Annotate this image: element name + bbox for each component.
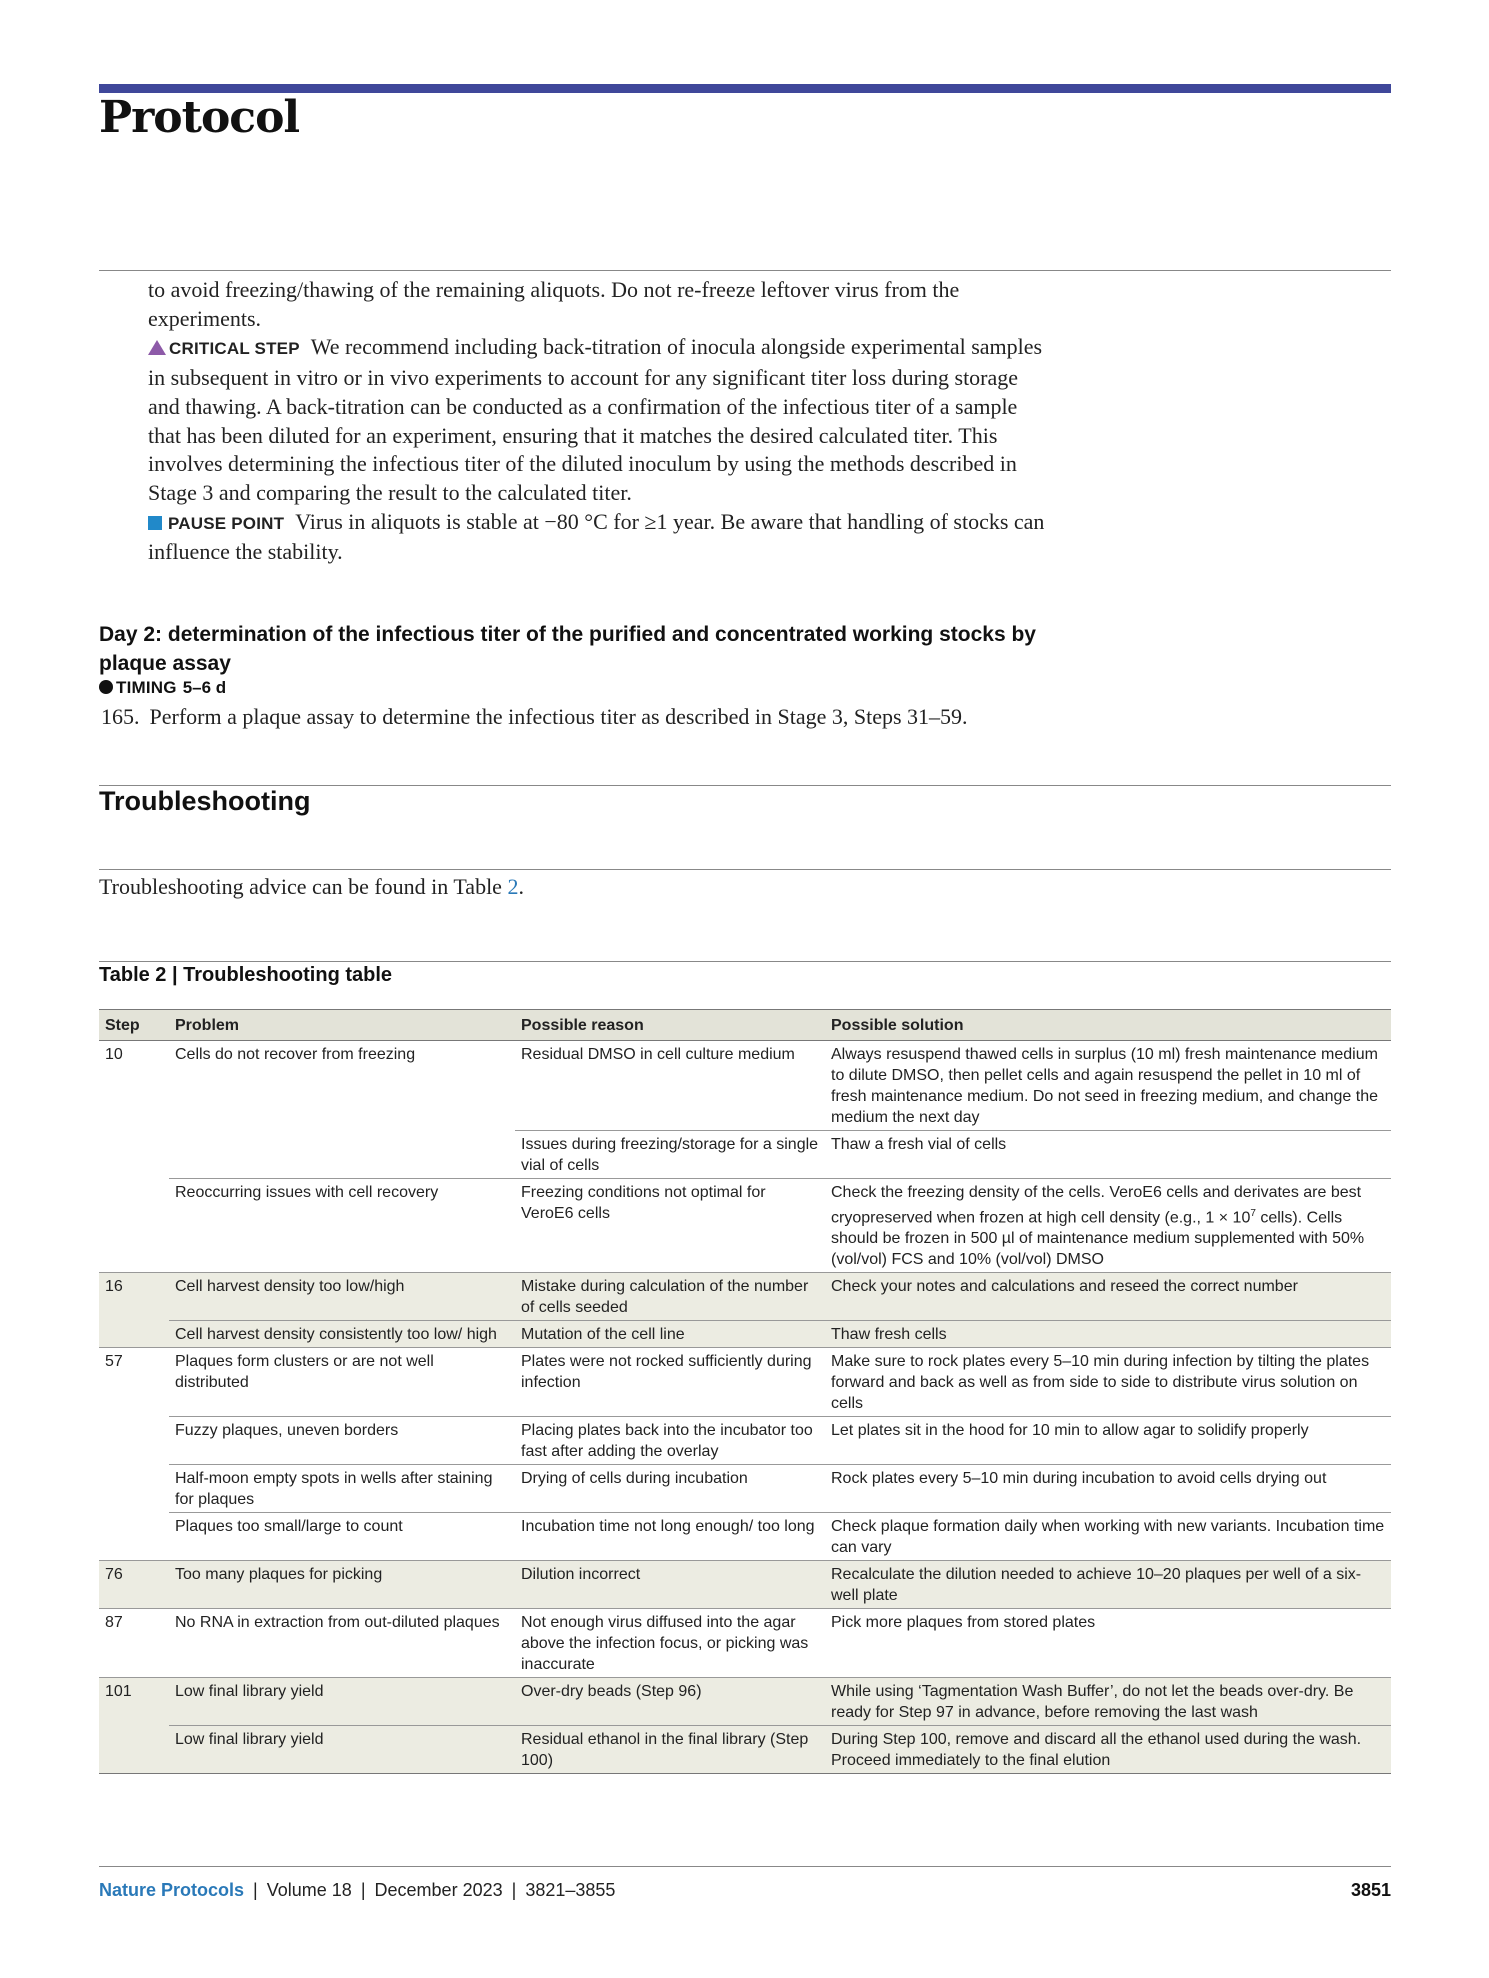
cell-step	[99, 1321, 169, 1348]
table-row	[99, 1348, 1391, 1417]
pause-point-text: Virus in aliquots is stable at −80 °C for ≥1 year. Be aware that handling of stocks can influence the stability.	[148, 508, 1045, 565]
cell-problem: Half-moon empty spots in wells after staining for plaques	[169, 1465, 515, 1513]
cell-step: 76	[99, 1561, 169, 1609]
cell-problem: No RNA in extraction from out-diluted plaques	[169, 1609, 515, 1678]
table-row	[99, 1179, 1391, 1273]
cell-solution: Thaw fresh cells	[825, 1321, 1391, 1348]
solution-text-pre: Check the freezing density of the cells. VeroE6 cells and derivates are best cryopreserved when frozen at high cell density (e.g., 1 × 10	[831, 1184, 1362, 1227]
table-row	[99, 1513, 1391, 1561]
table-row	[99, 1465, 1391, 1513]
table-title: Table 2 | Troubleshooting table	[99, 964, 393, 986]
separator: |	[253, 1880, 258, 1900]
cell-reason: Incubation time not long enough/ too long	[515, 1513, 825, 1561]
cell-reason: Freezing conditions not optimal for VeroE6 cells	[515, 1179, 825, 1273]
cell-reason: Residual DMSO in cell culture medium	[515, 1041, 825, 1131]
critical-step-note	[148, 333, 1048, 507]
cell-solution: Rock plates every 5–10 min during incubation to avoid cells drying out	[825, 1465, 1391, 1513]
cell-reason: Drying of cells during incubation	[515, 1465, 825, 1513]
cell-reason: Issues during freezing/storage for a single vial of cells	[515, 1131, 825, 1179]
cell-problem: Too many plaques for picking	[169, 1561, 515, 1609]
cell-step: 87	[99, 1609, 169, 1678]
footer-citation	[99, 1880, 615, 1901]
cell-problem	[169, 1131, 515, 1179]
journal-name[interactable]: Nature Protocols	[99, 1880, 245, 1900]
cell-step	[99, 1726, 169, 1774]
step-text: Perform a plaque assay to determine the infectious titer as described in Stage 3, Steps 31–59.	[149, 704, 968, 729]
cell-step: 57	[99, 1348, 169, 1417]
timing-value: 5–6 d	[182, 678, 227, 697]
cell-solution: Always resuspend thawed cells in surplus (10 ml) fresh maintenance medium to dilute DMSO, then pellet cells and again resuspend the pellet in 10 ml of fresh maintenance medium. Do not seed in freezing medium, and change the medium the next day	[825, 1041, 1391, 1131]
advice-text: Troubleshooting advice can be found in Table	[99, 874, 502, 899]
timing-label: TIMING	[116, 678, 177, 697]
cell-problem: Low final library yield	[169, 1678, 515, 1726]
table-row	[99, 1131, 1391, 1179]
cell-solution: Make sure to rock plates every 5–10 min during infection by tilting the plates forward and back as well as from side to side to distribute virus solution on cells	[825, 1348, 1391, 1417]
table-row	[99, 1273, 1391, 1321]
table-row	[99, 1561, 1391, 1609]
step-number: 165.	[101, 704, 140, 729]
step-165	[101, 704, 968, 730]
volume: Volume 18	[266, 1880, 352, 1900]
cell-solution: Recalculate the dilution needed to achieve 10–20 plaques per well of a six-well plate	[825, 1561, 1391, 1609]
cell-problem: Low final library yield	[169, 1726, 515, 1774]
cell-step: 101	[99, 1678, 169, 1726]
cell-solution: Pick more plaques from stored plates	[825, 1609, 1391, 1678]
timing-row	[99, 678, 226, 698]
cell-reason: Over-dry beads (Step 96)	[515, 1678, 825, 1726]
footer-rule	[99, 1866, 1391, 1867]
cell-problem: Plaques form clusters or are not well distributed	[169, 1348, 515, 1417]
cell-reason: Plates were not rocked sufficiently during infection	[515, 1348, 825, 1417]
critical-step-label: CRITICAL STEP	[169, 339, 300, 359]
cell-step	[99, 1513, 169, 1561]
page-range: 3821–3855	[525, 1880, 616, 1900]
timing-dot-icon	[99, 680, 113, 694]
header-solution: Possible solution	[825, 1010, 1391, 1041]
troubleshooting-heading: Troubleshooting	[99, 786, 311, 816]
cell-reason: Not enough virus diffused into the agar above the infection focus, or picking was inaccurate	[515, 1609, 825, 1678]
solution-text-post: cells). Cells should be frozen in 500 µl of maintenance medium supplemented with 50% (vol/vol) FCS and 10% (vol/vol) DMSO	[831, 1209, 1365, 1269]
cell-solution	[825, 1179, 1391, 1273]
continuation-text: to avoid freezing/thawing of the remaining aliquots. Do not re-freeze leftover virus from the experiments.	[148, 277, 960, 331]
cell-problem: Plaques too small/large to count	[169, 1513, 515, 1561]
pause-square-icon	[148, 516, 162, 530]
cell-solution: Check plaque formation daily when working with new variants. Incubation time can vary	[825, 1513, 1391, 1561]
pause-point-note	[148, 508, 1048, 567]
cell-reason: Residual ethanol in the final library (Step 100)	[515, 1726, 825, 1774]
cell-reason: Mistake during calculation of the number of cells seeded	[515, 1273, 825, 1321]
cell-problem: Cell harvest density too low/high	[169, 1273, 515, 1321]
cell-solution: While using ‘Tagmentation Wash Buffer’, do not let the beads over-dry. Be ready for Step 97 in advance, before removing the last wash	[825, 1678, 1391, 1726]
table-row	[99, 1726, 1391, 1774]
cell-step: 10	[99, 1041, 169, 1131]
cell-reason: Mutation of the cell line	[515, 1321, 825, 1348]
troubleshooting-table	[99, 1009, 1391, 1774]
table-row	[99, 1609, 1391, 1678]
cell-step	[99, 1179, 169, 1273]
cell-step	[99, 1465, 169, 1513]
page-header-title: Protocol	[99, 92, 300, 143]
cell-reason: Placing plates back into the incubator too fast after adding the overlay	[515, 1417, 825, 1465]
step-continuation	[148, 276, 1048, 567]
advice-end: .	[518, 874, 524, 899]
table-row	[99, 1678, 1391, 1726]
critical-step-text: We recommend including back-titration of inocula alongside experimental samples in subsequent in vitro or in vivo experiments to account for any significant titer loss during storage and thawing. A back-titration can be conducted as a confirmation of the infectious titer of a sample that has been diluted for an experiment, ensuring that it matches the desired calculated titer. This involves determining the infectious titer of the diluted inoculum by using the methods described in Stage 3 and comparing the result to the calculated titer.	[148, 334, 1043, 505]
page-number: 3851	[1350, 1880, 1391, 1900]
solution-superscript: 7	[1250, 1208, 1256, 1219]
table-row	[99, 1041, 1391, 1131]
table-row	[99, 1417, 1391, 1465]
issue-date: December 2023	[374, 1880, 503, 1900]
cell-step	[99, 1131, 169, 1179]
cell-problem: Cells do not recover from freezing	[169, 1041, 515, 1131]
cell-problem: Fuzzy plaques, uneven borders	[169, 1417, 515, 1465]
section-rule	[99, 961, 1391, 962]
cell-solution: Let plates sit in the hood for 10 min to allow agar to solidify properly	[825, 1417, 1391, 1465]
cell-step	[99, 1417, 169, 1465]
table-header-row	[99, 1010, 1391, 1041]
day2-heading: Day 2: determination of the infectious titer of the purified and concentrated working stocks by plaque assay	[99, 623, 1036, 675]
cell-solution: Thaw a fresh vial of cells	[825, 1131, 1391, 1179]
table-link[interactable]: 2	[507, 874, 519, 899]
separator: |	[360, 1880, 366, 1900]
section-rule	[99, 270, 1391, 271]
section-rule	[99, 869, 1391, 870]
table-row	[99, 1321, 1391, 1348]
cell-step: 16	[99, 1273, 169, 1321]
separator: |	[511, 1880, 517, 1900]
pause-point-label: PAUSE POINT	[168, 513, 285, 533]
critical-triangle-icon	[148, 340, 166, 355]
cell-solution: During Step 100, remove and discard all the ethanol used during the wash. Proceed immediately to the final elution	[825, 1726, 1391, 1774]
header-problem: Problem	[169, 1010, 515, 1041]
cell-reason: Dilution incorrect	[515, 1561, 825, 1609]
cell-problem: Cell harvest density consistently too low/ high	[169, 1321, 515, 1348]
cell-solution: Check your notes and calculations and reseed the correct number	[825, 1273, 1391, 1321]
header-reason: Possible reason	[515, 1010, 825, 1041]
cell-problem: Reoccurring issues with cell recovery	[169, 1179, 515, 1273]
header-step: Step	[99, 1010, 169, 1041]
troubleshooting-advice	[99, 874, 524, 900]
